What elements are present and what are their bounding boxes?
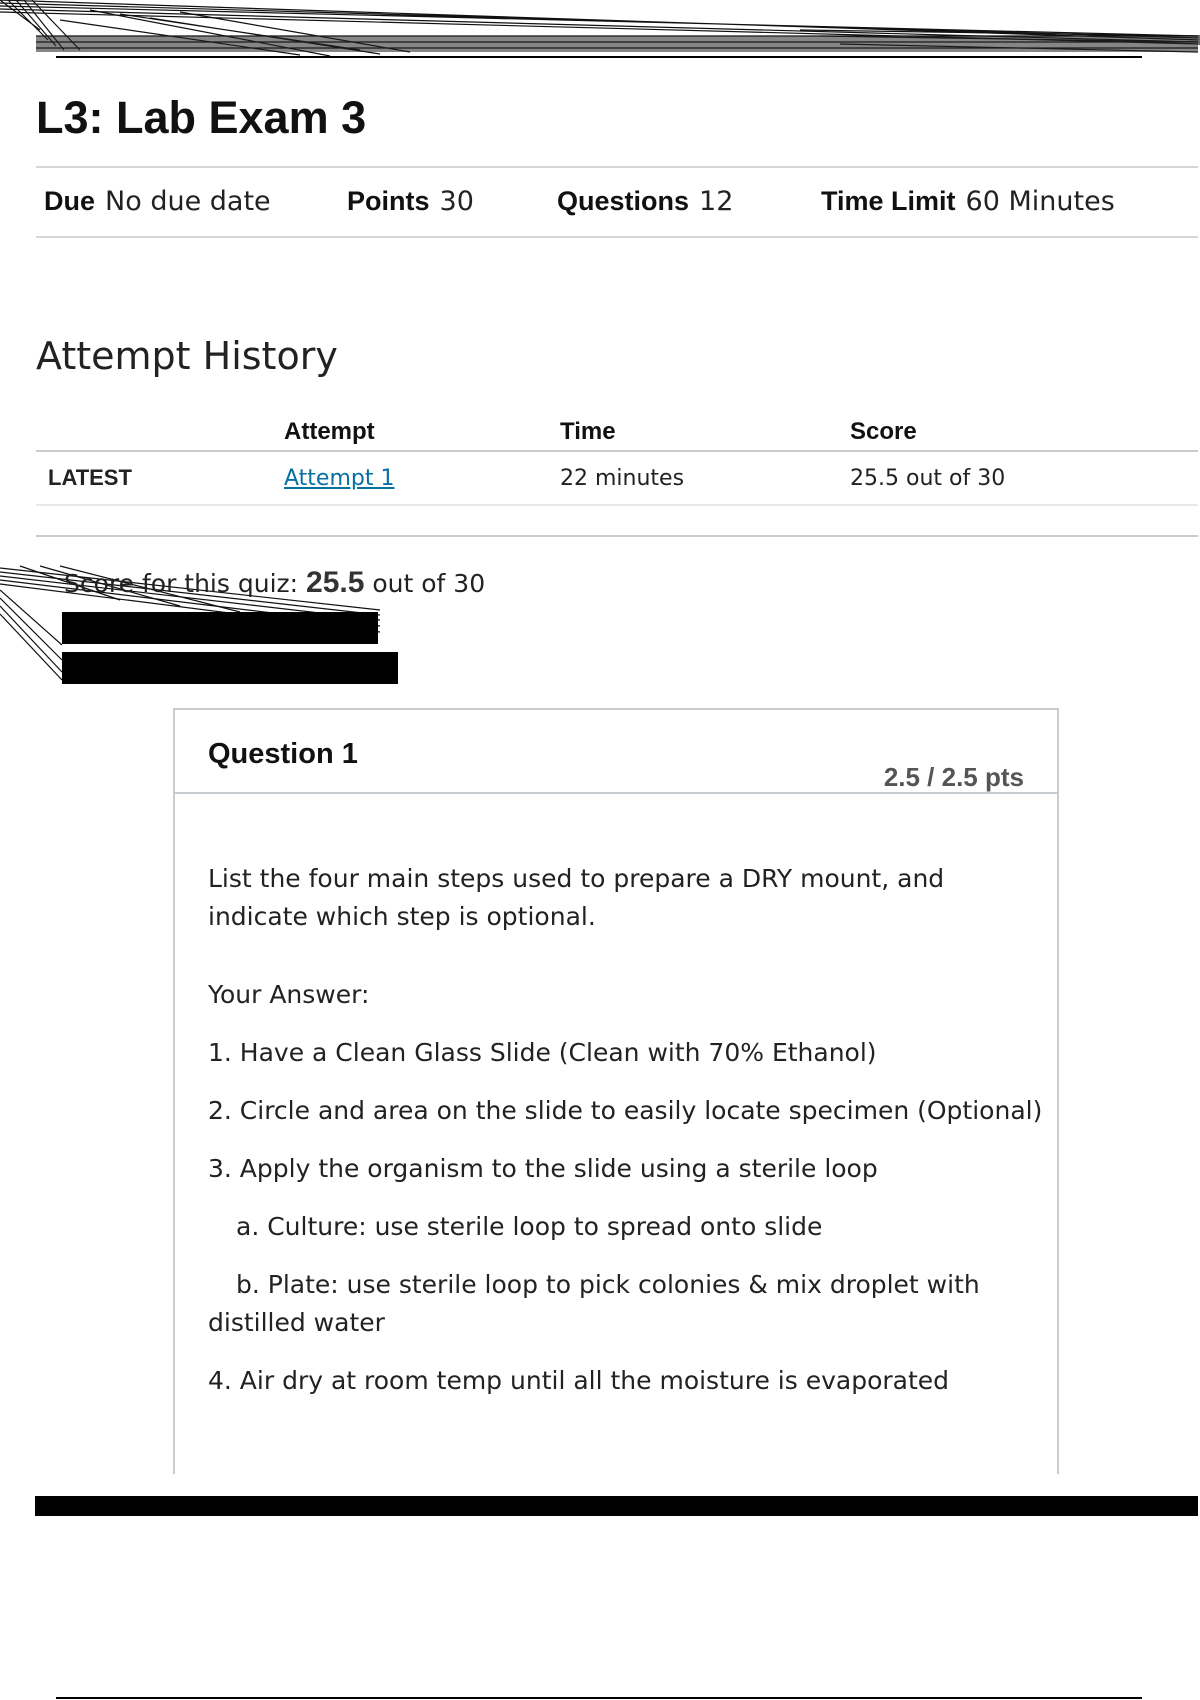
detail-points — [347, 186, 474, 217]
score-suffix: out of 30 — [372, 569, 486, 598]
detail-time-limit — [821, 186, 1115, 217]
redaction-block — [62, 652, 398, 684]
column-header: Score — [850, 400, 1198, 451]
detail-value: 12 — [699, 186, 734, 217]
latest-tag: LATEST — [36, 451, 284, 505]
answer-line: 2. Circle and area on the slide to easily locate specimen (Optional) — [208, 1096, 1043, 1125]
score-prefix: Score for this quiz: — [64, 569, 299, 598]
detail-label: Due — [44, 186, 96, 216]
score-cell: 25.5 out of 30 — [850, 451, 1198, 505]
detail-label: Questions — [557, 186, 690, 216]
answer-line: a. Culture: use sterile loop to spread onto slide — [236, 1212, 823, 1241]
answer-line: 1. Have a Clean Glass Slide (Clean with 70% Ethanol) — [208, 1038, 877, 1067]
detail-value: 30 — [439, 186, 474, 217]
quiz-details-bar — [36, 166, 1198, 238]
answer-line: b. Plate: use sterile loop to pick colonies & mix droplet with distilled water — [208, 1270, 980, 1337]
detail-label: Points — [347, 186, 430, 216]
attempt-link[interactable]: Attempt 1 — [284, 465, 395, 491]
question-header — [175, 710, 1057, 794]
score-value: 25.5 — [306, 566, 365, 599]
detail-due — [44, 186, 271, 217]
time-cell: 22 minutes — [560, 451, 850, 505]
table-header-row — [36, 400, 1198, 451]
attempt-history-heading: Attempt History — [36, 334, 338, 378]
column-header: Attempt — [284, 400, 560, 451]
section-divider — [36, 535, 1198, 537]
attempt-cell — [284, 451, 560, 505]
detail-label: Time Limit — [821, 186, 956, 216]
footer-rule — [56, 1697, 1142, 1699]
quiz-title: L3: Lab Exam 3 — [36, 92, 367, 143]
answer-label: Your Answer: — [208, 980, 370, 1009]
attempt-history-table — [36, 400, 1198, 506]
question-points: 2.5 / 2.5 pts — [883, 762, 1024, 792]
detail-value: 60 Minutes — [965, 186, 1115, 217]
question-prompt: List the four main steps used to prepare a DRY mount, and indicate which step is optional. — [208, 864, 945, 931]
quiz-score-summary — [64, 566, 485, 600]
redaction-block — [62, 612, 378, 644]
scan-artifact-bottom — [35, 1496, 1198, 1516]
detail-questions — [557, 186, 733, 217]
answer-line: 4. Air dry at room temp until all the moisture is evaporated — [208, 1366, 950, 1395]
column-header: Time — [560, 400, 850, 451]
question-name: Question 1 — [208, 738, 358, 770]
question-body — [208, 860, 1108, 1420]
column-header — [36, 400, 284, 451]
table-row — [36, 451, 1198, 505]
detail-value: No due date — [105, 186, 271, 217]
question-card — [173, 708, 1059, 1474]
answer-line: 3. Apply the organism to the slide using a sterile loop — [208, 1154, 878, 1183]
